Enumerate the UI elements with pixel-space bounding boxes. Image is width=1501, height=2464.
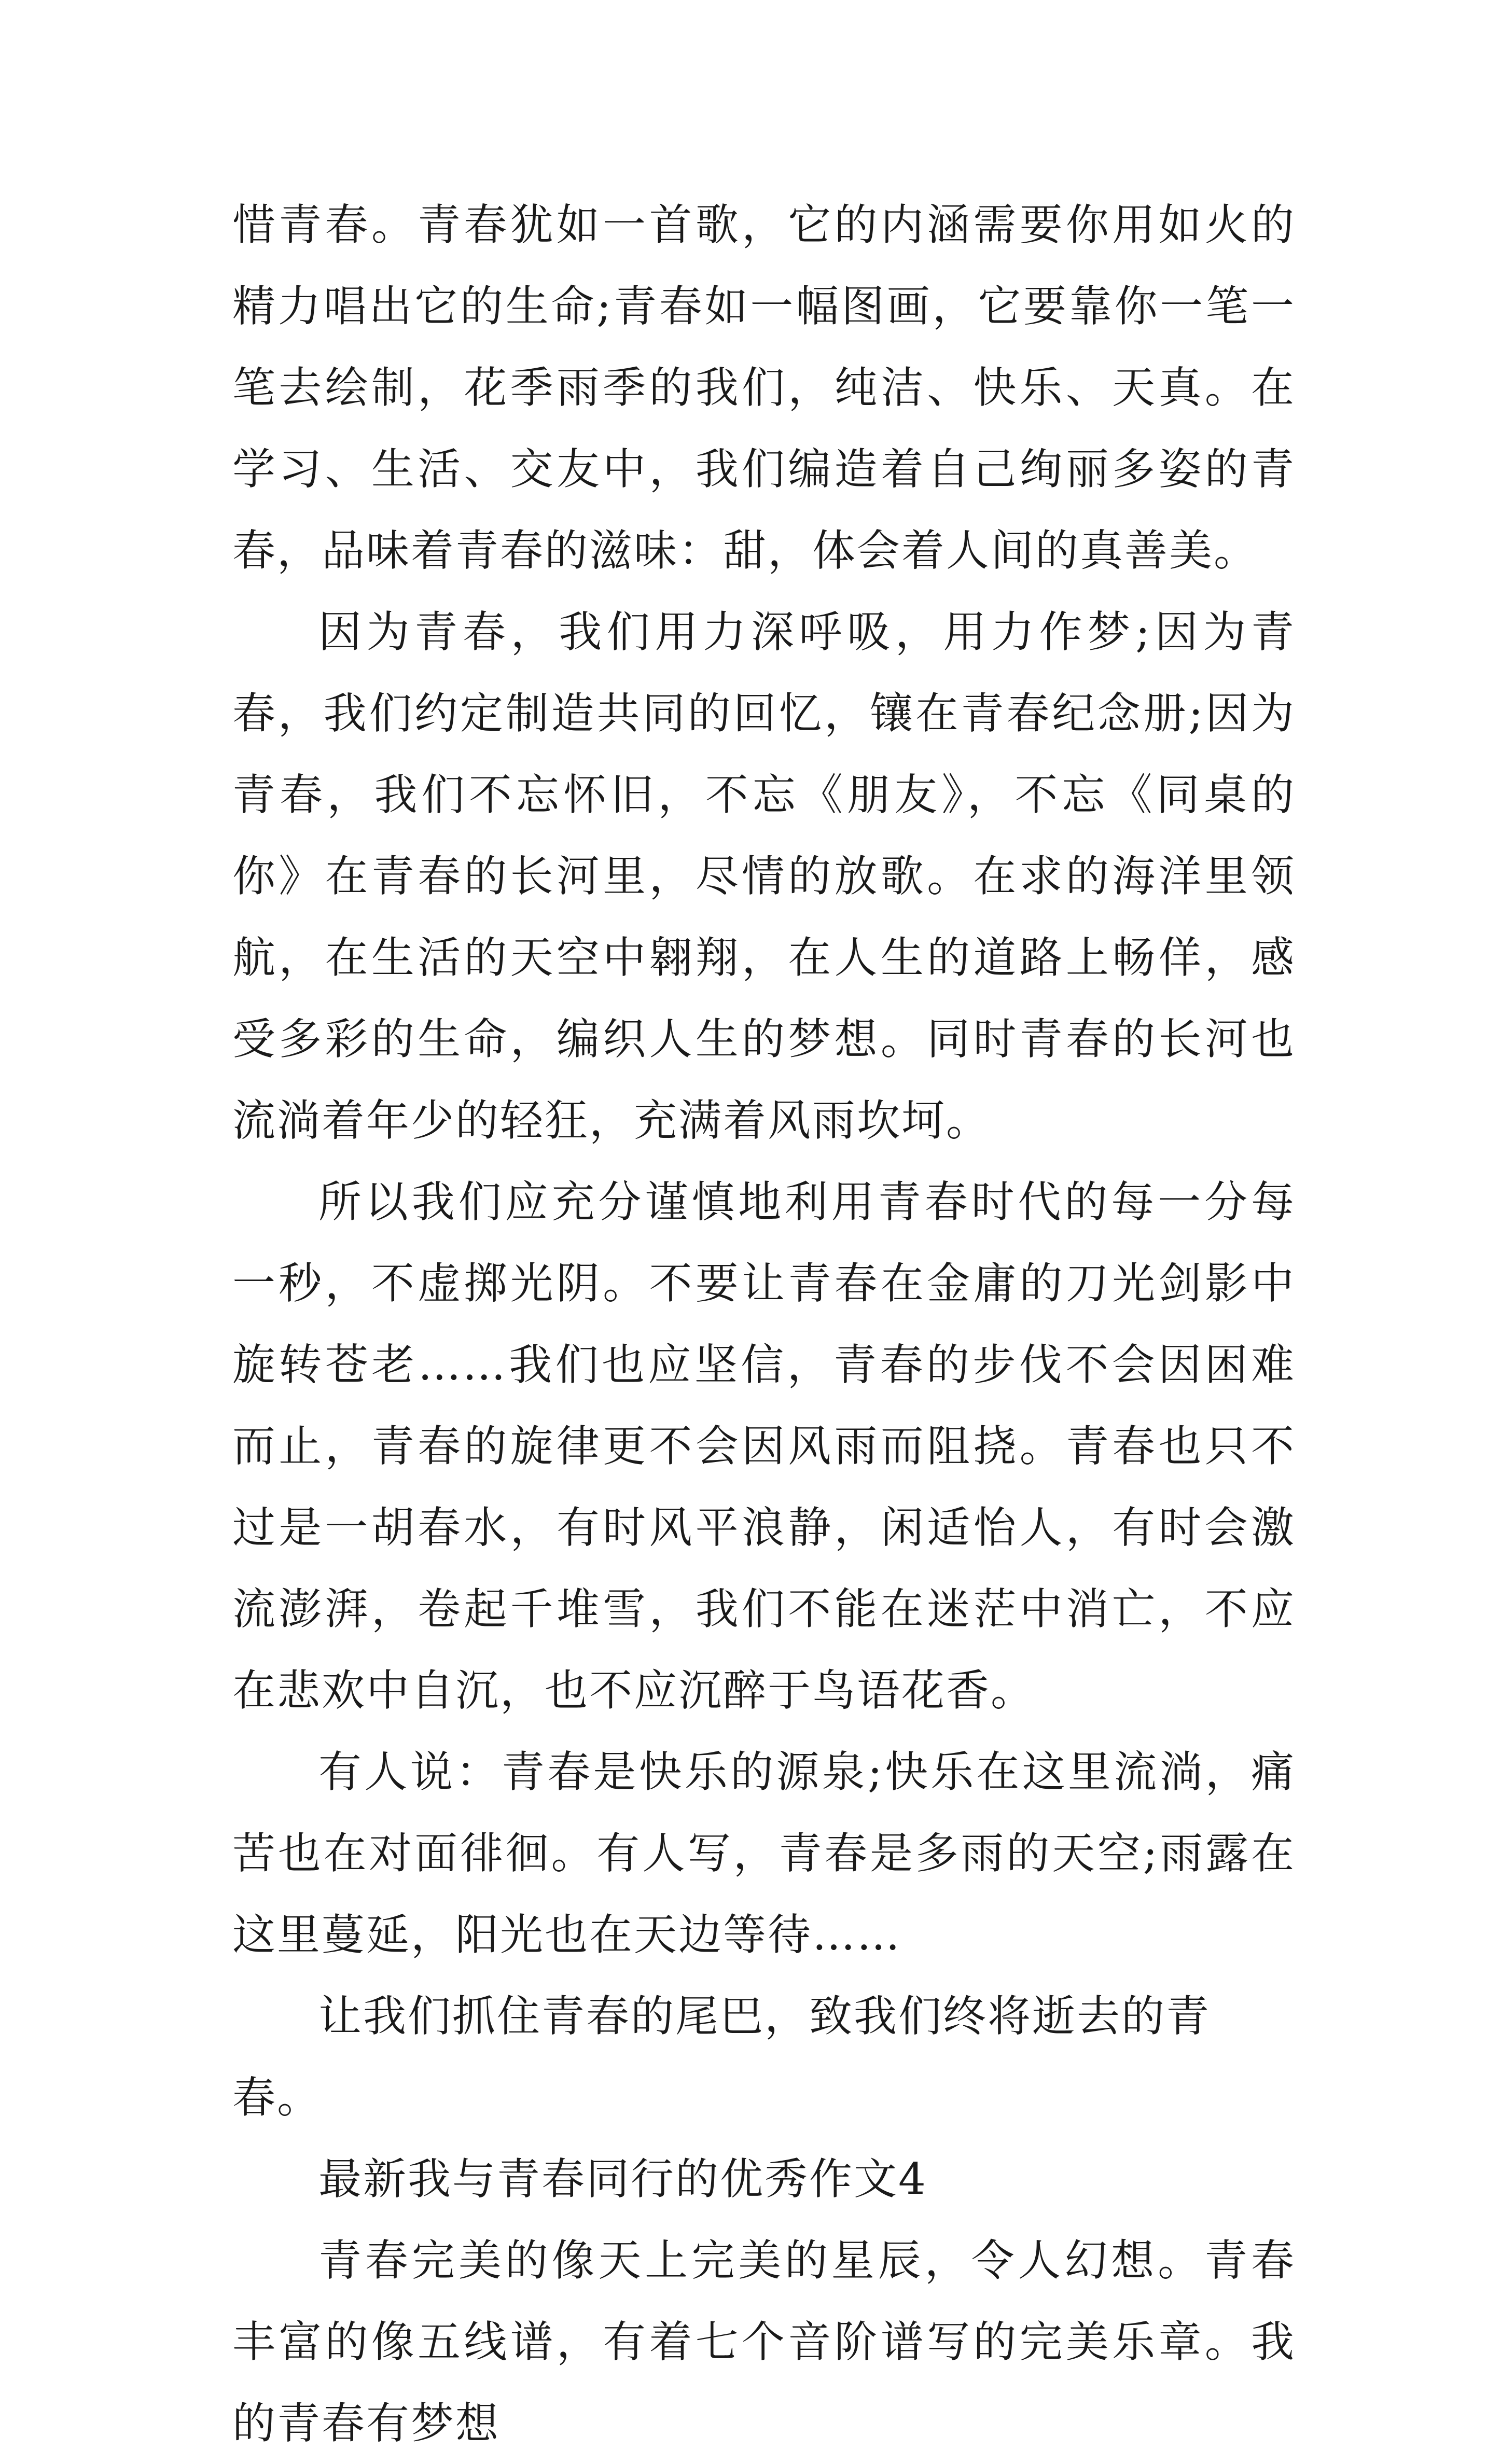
paragraph-3: 所以我们应充分谨慎地利用青春时代的每一分每一秒，不虚掷光阴。不要让青春在金庸的刀光剑影中旋转苍老……我们也应坚信，青春的步伐不会因困难而止，青春的旋律更不会因风雨而阻挠。青春也只不过是一胡春水，有时风平浪静，闲适怡人，有时会激流澎湃，卷起千堆雪，我们不能在迷茫中消亡，不应在悲欢中自沉，也不应沉醉于鸟语花香。: [232, 1177, 1296, 1716]
paragraph-6: 青春完美的像天上完美的星辰，令人幻想。青春丰富的像五线谱，有着七个音阶谱写的完美乐章。我的青春有梦想: [232, 2235, 1296, 2448]
paragraph-4: 有人说：青春是快乐的源泉;快乐在这里流淌，痛苦也在对面徘徊。有人写，青春是多雨的天空;雨露在这里蔓延，阳光也在天边等待……: [232, 1747, 1296, 1960]
document-body: [232, 184, 1296, 2464]
paragraph-1: 惜青春。青春犹如一首歌，它的内涵需要你用如火的精力唱出它的生命;青春如一幅图画，它要靠你一笔一笔去绘制，花季雨季的我们，纯洁、快乐、天真。在学习、生活、交友中，我们编造着自己绚丽多姿的青春，品味着青春的滋味：甜，体会着人间的真善美。: [232, 200, 1296, 576]
section-heading: 最新我与青春同行的优秀作文4: [318, 2154, 927, 2204]
paragraph-2: 因为青春，我们用力深呼吸，用力作梦;因为青春，我们约定制造共同的回忆，镶在青春纪念册;因为青春，我们不忘怀旧，不忘《朋友》，不忘《同桌的你》在青春的长河里，尽情的放歌。在求的海洋里领航，在生活的天空中翱翔，在人生的道路上畅佯，感受多彩的生命，编织人生的梦想。同时青春的长河也流淌着年少的轻狂，充满着风雨坎坷。: [232, 607, 1296, 1146]
paragraph-5: 让我们抓住青春的尾巴，致我们终将逝去的青春。: [232, 1991, 1211, 2123]
